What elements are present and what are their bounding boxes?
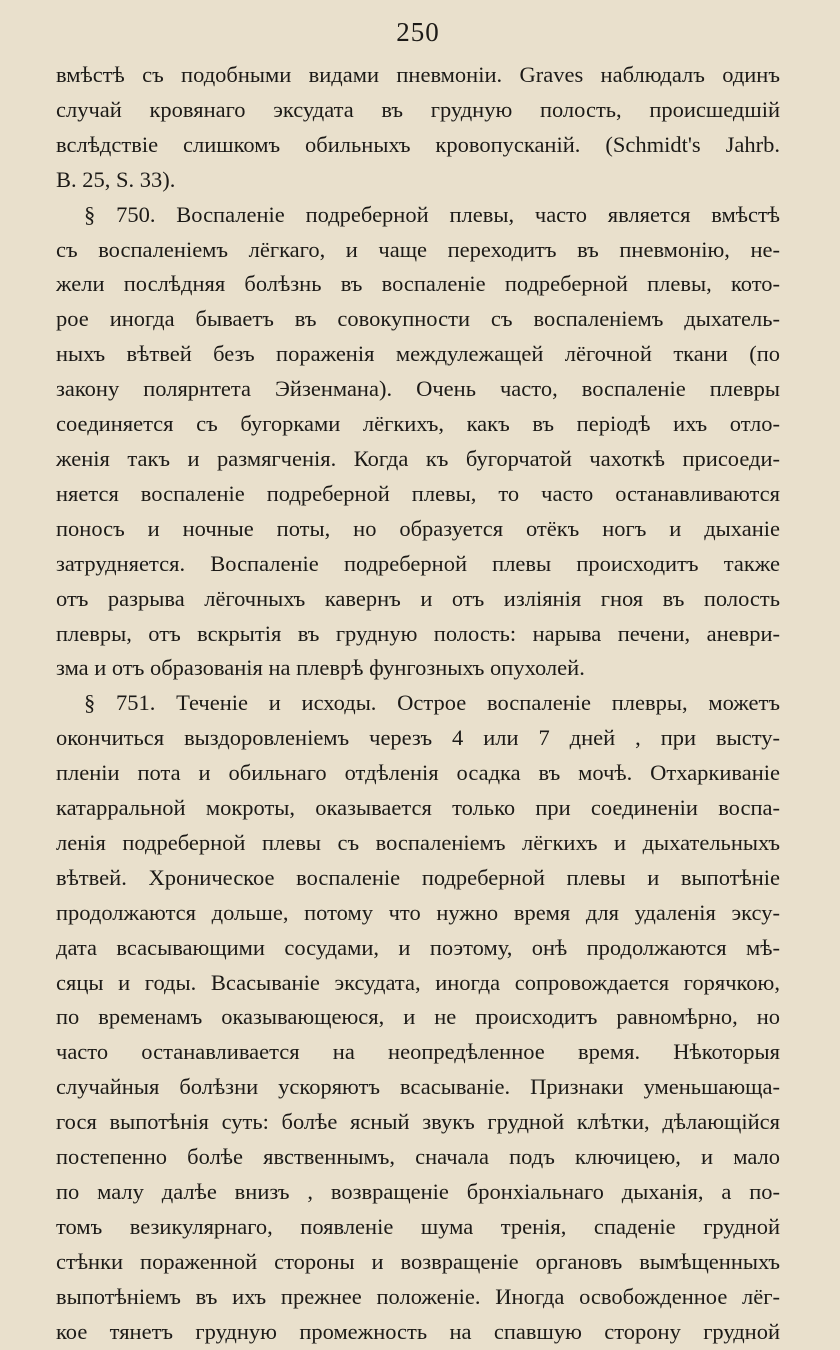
text-line: стѣнки пораженной стороны и возвращеніе органовъ вымѣщенныхъ bbox=[56, 1248, 780, 1274]
text-line: B. 25, S. 33). bbox=[56, 166, 176, 192]
text-line: няется воспаленіе подреберной плевы, то часто останавливаются bbox=[56, 480, 780, 506]
paragraph-750-start: § 750. Воспаленіе подреберной плевы, часто является вмѣстѣ bbox=[84, 201, 780, 227]
text-line: женія такъ и размягченія. Когда къ бугорчатой чахоткѣ присоеди- bbox=[56, 445, 780, 471]
text-line: по временамъ оказывающеюся, и не происходитъ равномѣрно, но bbox=[56, 1004, 780, 1030]
text-line: гося выпотѣнія суть: болѣе ясный звукъ грудной клѣтки, дѣлающійся bbox=[56, 1109, 780, 1135]
text-line: жели послѣдняя болѣзнь въ воспаленіе подреберной плевы, кото- bbox=[56, 271, 780, 297]
text-line: кое тянетъ грудную промежность на спавшую сторону грудной bbox=[56, 1318, 780, 1344]
text-line: случайныя болѣзни ускоряютъ всасываніе. Признаки уменьшающа- bbox=[56, 1074, 780, 1100]
text-line: пленіи пота и обильнаго отдѣленія осадка въ мочѣ. Отхаркиваніе bbox=[56, 760, 780, 786]
text-line: окончиться выздоровленіемъ черезъ 4 или 7 дней , при высту- bbox=[56, 725, 780, 751]
text-line: ленія подреберной плевы съ воспаленіемъ лёгкихъ и дыхательныхъ bbox=[56, 829, 780, 855]
text-line: вѣтвей. Хроническое воспаленіе подреберной плевы и выпотѣніе bbox=[56, 864, 780, 890]
text-line: сяцы и годы. Всасываніе эксудата, иногда сопровождается горячкою, bbox=[56, 969, 780, 995]
text-line: вслѣдствіе слишкомъ обильныхъ кровопусканій. (Schmidt's Jahrb. bbox=[56, 131, 780, 157]
text-line: закону полярнтета Эйзенмана). Очень часто, воспаленіе плевры bbox=[56, 376, 780, 402]
text-line: по малу далѣе внизъ , возвращеніе бронхіальнаго дыханія, а по- bbox=[56, 1179, 780, 1204]
body-text bbox=[56, 58, 780, 1350]
text-line: катарральной мокроты, оказывается только при соединеніи воспа- bbox=[56, 795, 780, 821]
text-line: томъ везикулярнаго, появленіе шума тренія, спаденіе грудной bbox=[56, 1213, 780, 1239]
text-line: вмѣстѣ съ подобными видами пневмоніи. Graves наблюдалъ одинъ bbox=[56, 62, 780, 87]
text-line: плевры, отъ вскрытія въ грудную полость: нарыва печени, аневри- bbox=[56, 620, 780, 646]
text-line: часто останавливается на неопредѣленное время. Нѣкоторыя bbox=[56, 1039, 780, 1065]
text-line: соединяется съ бугорками лёгкихъ, какъ въ періодѣ ихъ отло- bbox=[56, 411, 780, 437]
text-line: рое иногда бываетъ въ совокупности съ воспаленіемъ дыхатель- bbox=[56, 306, 780, 332]
text-line: поносъ и ночные поты, но образуется отёкъ ногъ и дыханіе bbox=[56, 515, 780, 541]
text-line: продолжаются дольше, потому что нужно время для удаленія эксу- bbox=[56, 899, 780, 925]
text-line: выпотѣніемъ въ ихъ прежнее положеніе. Иногда освобожденное лёг- bbox=[56, 1283, 780, 1309]
text-line: ныхъ вѣтвей безъ пораженія междулежащей лёгочной ткани (по bbox=[56, 341, 780, 367]
text-line: съ воспаленіемъ лёгкаго, и чаще переходитъ въ пневмонію, не- bbox=[56, 236, 780, 262]
text-line: затрудняется. Воспаленіе подреберной плевы происходитъ также bbox=[56, 550, 780, 576]
text-line: постепенно болѣе явственнымъ, сначала подъ ключицею, и мало bbox=[56, 1144, 780, 1170]
text-line: отъ разрыва лёгочныхъ кавернъ и отъ изліянія гноя въ полость bbox=[56, 585, 780, 611]
text-line: зма и отъ образованія на плеврѣ фунгозныхъ опухолей. bbox=[56, 655, 585, 681]
text-line: дата всасывающими сосудами, и поэтому, онѣ продолжаются мѣ- bbox=[56, 934, 780, 960]
paragraph-751-start: § 751. Теченіе и исходы. Острое воспаленіе плевры, можетъ bbox=[84, 690, 780, 716]
text-line: случай кровянаго эксудата въ грудную полость, происшедшій bbox=[56, 96, 780, 122]
page-number: 250 bbox=[396, 17, 440, 47]
